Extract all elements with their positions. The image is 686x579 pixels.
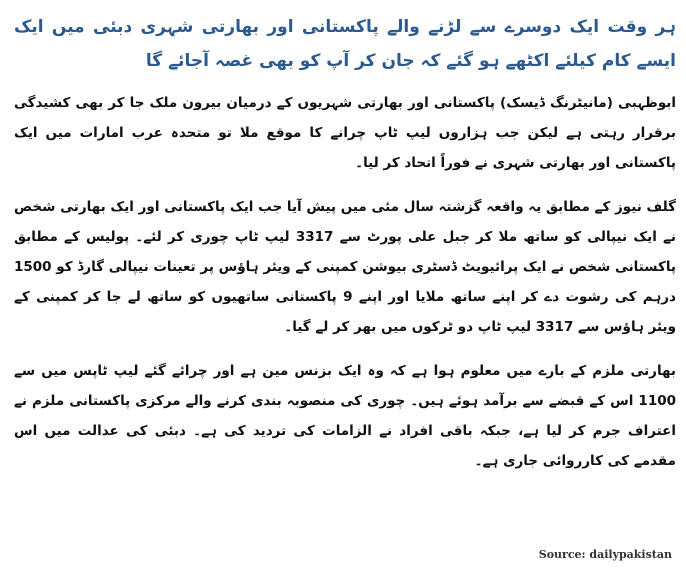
article [14, 10, 676, 490]
paragraph-1: ابوظہبی (مانیٹرنگ ڈیسک) پاکستانی اور بھارتی شہریوں کے درمیان بیرون ملک جا کر بھی کشیدگی برقرار رہتی ہے لیکن جب ہزاروں لیپ ٹاپ چرانے کا موقع ملا تو متحدہ عرب امارات میں ایک پاکستانی اور بھارتی شہری نے فوراً اتحاد کر لیا۔ [14, 95, 676, 171]
source-credit: Source: dailypakistan [538, 548, 672, 561]
paragraph-2: گلف نیوز کے مطابق یہ واقعہ گزشتہ سال مئی میں پیش آیا جب ایک پاکستانی اور ایک بھارتی شخص نے ایک نیپالی کو ساتھ ملا کر جبل علی پورٹ سے 3317 لیپ ٹاپ چوری کر لئے۔ پولیس کے مطابق پاکستانی شخص نے ایک پرائیویٹ ڈسٹری بیوشن کمپنی کے ویئر ہاؤس پر تعینات نیپالی گارڈ کو 1500 درہم کی رشوت دے کر اپنے ساتھ ملایا اور اپنے 9 پاکستانی ساتھیوں کو ساتھ لے جا کر کمپنی کے ویئر ہاؤس سے 3317 لیپ ٹاپ دو ٹرکوں میں بھر کر لے گیا۔ [14, 199, 676, 335]
paragraph-3: بھارتی ملزم کے بارے میں معلوم ہوا ہے کہ وہ ایک بزنس مین ہے اور چرائے گئے لیپ ٹاپس میں سے 1100 اس کے قبضے سے برآمد ہوئے ہیں۔ چوری کی منصوبہ بندی کرنے والے مرکزی پاکستانی ملزم نے اعتراف جرم کر لیا ہے، جبکہ باقی افراد نے الزامات کی تردید کی ہے۔ دبئی کی عدالت میں اس مقدمے کی کارروائی جاری ہے۔ [14, 363, 676, 469]
headline: ہر وقت ایک دوسرے سے لڑنے والے پاکستانی اور بھارتی شہری دبئی میں ایک ایسے کام کیلئے اکٹھے ہو گئے کہ جان کر آپ کو بھی غصہ آجائے گا [14, 17, 676, 71]
